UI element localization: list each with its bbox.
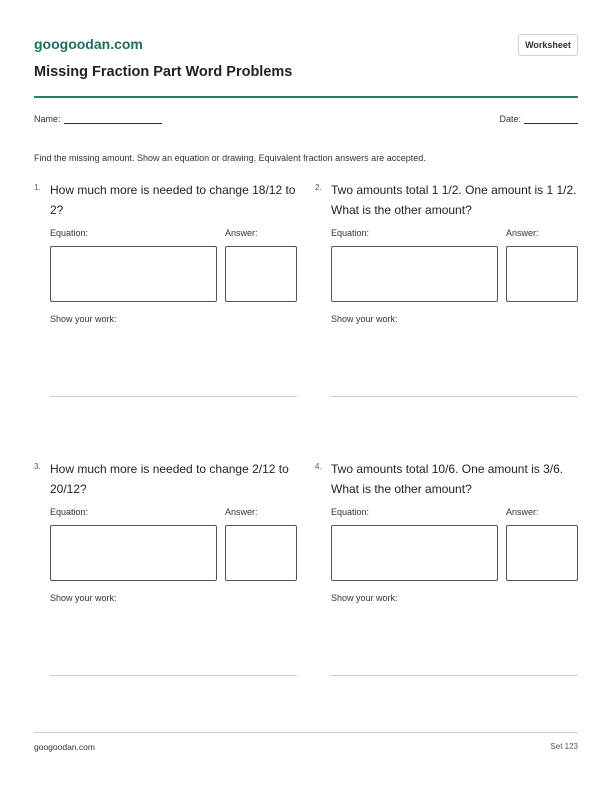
work-line: [50, 396, 297, 397]
answer-box[interactable]: [225, 525, 297, 581]
problem-text: How much more is needed to change 18/12 to 2?: [50, 183, 296, 217]
answer-label: Answer:: [225, 507, 258, 517]
equation-label: Equation:: [50, 228, 89, 238]
brand-name: googoodan.com: [34, 36, 143, 52]
footer-site: googoodan.com: [34, 742, 95, 752]
answer-label: Answer:: [506, 507, 539, 517]
problem-text: Two amounts total 10/6. One amount is 3/6. What is the other amount?: [331, 462, 564, 496]
work-line: [331, 675, 578, 676]
answer-box[interactable]: [506, 246, 578, 302]
problem-number: 4.: [315, 462, 322, 471]
page-title: Missing Fraction Part Word Problems: [34, 64, 293, 80]
answer-label: Answer:: [225, 228, 258, 238]
equation-box[interactable]: [331, 246, 498, 302]
name-field: [34, 114, 162, 124]
work-line: [50, 675, 297, 676]
equation-label: Equation:: [50, 507, 89, 517]
name-label: Name:: [34, 114, 61, 124]
answer-box[interactable]: [225, 246, 297, 302]
equation-box[interactable]: [331, 525, 498, 581]
work-label: Show your work:: [50, 314, 117, 324]
problem-text: How much more is needed to change 2/12 to 20/12?: [50, 462, 289, 496]
equation-label: Equation:: [331, 507, 370, 517]
date-field: [499, 114, 578, 124]
problem-number: 1.: [34, 183, 41, 192]
footer-divider: [34, 732, 578, 733]
date-label: Date:: [499, 114, 521, 124]
problem-number: 3.: [34, 462, 41, 471]
work-line: [331, 396, 578, 397]
problem-number: 2.: [315, 183, 322, 192]
header-divider: [34, 96, 578, 98]
equation-box[interactable]: [50, 246, 217, 302]
answer-label: Answer:: [506, 228, 539, 238]
equation-box[interactable]: [50, 525, 217, 581]
problem-text: Two amounts total 1 1/2. One amount is 1 1/2. What is the other amount?: [331, 183, 577, 217]
footer-set-number: Set 123: [550, 742, 578, 751]
date-blank[interactable]: [524, 114, 578, 124]
answer-box[interactable]: [506, 525, 578, 581]
equation-label: Equation:: [331, 228, 370, 238]
worksheet-badge: Worksheet: [518, 34, 578, 56]
name-blank[interactable]: [64, 114, 162, 124]
instructions: Find the missing amount. Show an equation or drawing. Equivalent fraction answers are accepted.: [34, 153, 426, 163]
work-label: Show your work:: [331, 593, 398, 603]
work-label: Show your work:: [331, 314, 398, 324]
work-label: Show your work:: [50, 593, 117, 603]
